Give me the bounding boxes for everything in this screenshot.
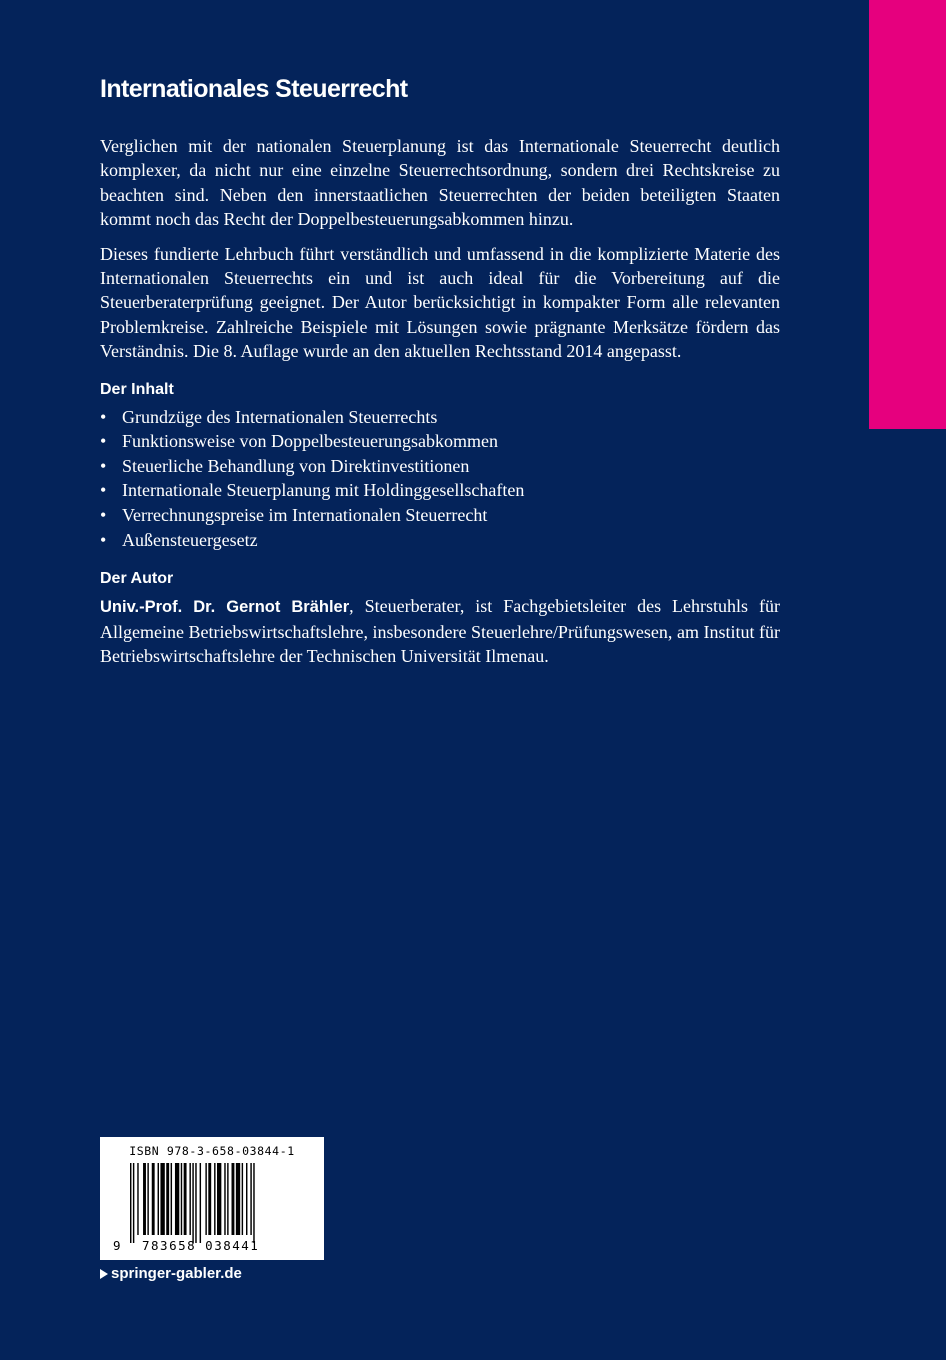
barcode-bar xyxy=(143,1163,146,1235)
barcode-bar xyxy=(253,1163,254,1243)
contents-heading: Der Inhalt xyxy=(100,380,174,398)
accent-bar xyxy=(869,0,946,429)
barcode-bar xyxy=(192,1163,193,1243)
website-link[interactable] xyxy=(100,1265,242,1282)
barcode-bar xyxy=(189,1163,190,1235)
book-title: Internationales Steuerrecht xyxy=(100,75,408,103)
list-item: • Außensteuergesetz xyxy=(100,528,780,553)
barcode-digit-first: 9 xyxy=(113,1238,121,1253)
isbn-label: ISBN 978-3-658-03844-1 xyxy=(129,1144,295,1158)
barcode-bars xyxy=(130,1163,295,1243)
barcode-bar xyxy=(224,1163,225,1235)
barcode-bar xyxy=(232,1163,235,1235)
bullet-icon: • xyxy=(100,455,107,476)
isbn-barcode xyxy=(100,1137,324,1260)
barcode-bar xyxy=(147,1163,148,1235)
barcode-bar xyxy=(217,1163,221,1235)
barcode-bar xyxy=(181,1163,182,1235)
bullet-icon: • xyxy=(100,431,107,452)
list-item: • Grundzüge des Internationalen Steuerrechts xyxy=(100,405,780,430)
description-paragraph-2: Dieses fundierte Lehrbuch führt verständlich und umfassend in die komplizierte Materie des Internationalen Steuerrechts ein und ist auch ideal für die Vorbereitung auf die Steuerberaterprüfung geeignet. Der Autor berücksichtigt in kompakter Form alle relevanten Problemkreise. Zahlreiche Beispiele mit Lösungen sowie prägnante Merksätze fördern das Verständnis. Die 8. Auflage wurde an den aktuellen Rechtsstand 2014 angepasst. xyxy=(100,243,780,362)
bullet-icon: • xyxy=(100,480,107,501)
barcode-bar xyxy=(166,1163,169,1235)
barcode-bar xyxy=(137,1163,138,1235)
author-bio-text: , Steuerberater, ist Fachgebietsleiter des Lehrstuhls für Allgemeine Betriebswirtschaftslehre, insbesondere Steuerlehre/Prüfungswesen, am Institut für Betriebswirtschaftslehre der Technischen Universität Ilmenau. xyxy=(100,596,780,667)
author-name: Univ.-Prof. Dr. Gernot Brähler xyxy=(100,598,350,617)
barcode-bar xyxy=(250,1163,251,1235)
barcode-bar xyxy=(130,1163,131,1243)
barcode-bar xyxy=(160,1163,164,1235)
website-url[interactable]: springer-gabler.de xyxy=(111,1265,242,1282)
bullet-icon: • xyxy=(100,406,107,427)
barcode-bar xyxy=(158,1163,159,1235)
barcode-bar xyxy=(195,1163,196,1243)
barcode-bar xyxy=(227,1163,228,1235)
bullet-icon: • xyxy=(100,529,107,550)
back-cover-content xyxy=(100,72,780,669)
barcode-bar xyxy=(152,1163,155,1235)
author-bio xyxy=(100,594,780,669)
list-item: • Verrechnungspreise im Internationalen Steuerrecht xyxy=(100,503,780,528)
barcode-bar xyxy=(208,1163,211,1235)
arrow-right-icon xyxy=(100,1269,108,1279)
author-heading: Der Autor xyxy=(100,570,174,588)
description-paragraph-1: Verglichen mit der nationalen Steuerplanung ist das Internationale Steuerrecht deutlich komplexer, da nicht nur eine einzelne Steuerrechtsordnung, sondern drei Rechtskreise zu beachten sind. Neben den innerstaatlichen Steuerrechten der beiden beteiligten Staaten kommt noch das Recht der Doppelbesteuerungsabkommen hinzu. xyxy=(100,136,780,230)
barcode-bar xyxy=(246,1163,247,1235)
barcode-bar xyxy=(200,1163,201,1243)
barcode-bar xyxy=(205,1163,206,1235)
contents-list xyxy=(100,405,780,553)
barcode-bar xyxy=(175,1163,179,1235)
barcode-bar xyxy=(214,1163,215,1235)
barcode-bar xyxy=(184,1163,187,1235)
barcode-bar xyxy=(236,1163,240,1235)
barcode-bar xyxy=(242,1163,243,1235)
barcode-bar xyxy=(133,1163,134,1243)
bullet-icon: • xyxy=(100,505,107,526)
list-item: • Internationale Steuerplanung mit Holdinggesellschaften xyxy=(100,478,780,503)
barcode-bar xyxy=(171,1163,172,1235)
barcode-digits-rest: 783658 038441 xyxy=(142,1238,260,1253)
list-item: • Steuerliche Behandlung von Direktinvestitionen xyxy=(100,454,780,479)
list-item: • Funktionsweise von Doppelbesteuerungsabkommen xyxy=(100,429,780,454)
